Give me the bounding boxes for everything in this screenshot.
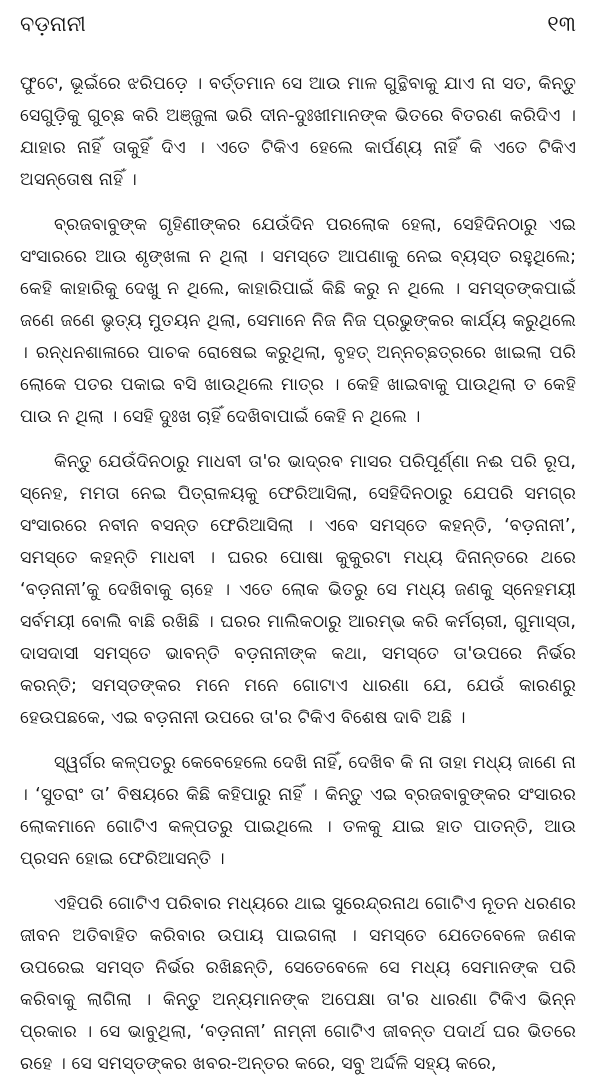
page-header: [20, 12, 576, 56]
paragraph-5: ଏହିପରି ଗୋଟିଏ ପରିବାର ମଧ୍ୟରେ ଥାଇ ସୁରେନ୍ଦ୍ରନାଥ ଗୋଟିଏ ନୂତନ ଧରଣର ଜୀବନ ଅତିବାହିତ କରିବାର ଉପାୟ ପାଇଗଲା । ସମସ୍ତେ ଯେତେବେଳେ ଜଣକ ଉପରେଇ ସମସ୍ତ ନିର୍ଭର ରଖିଛନ୍ତି, ସେତେବେଳେ ସେ ମଧ୍ୟ ସେମାନଙ୍କ ପରି କରିବାକୁ ଲାଗିଲା । କିନ୍ତୁ ଅନ୍ୟମାନଙ୍କ ଅପେକ୍ଷା ତା'ର ଧାରଣା ଟିକିଏ ଭିନ୍ନ ପ୍ରକାର । ସେ ଭାବୁଥିଲା, ‘ବଡ଼ନାନୀ’ ନାମ୍ନୀ ଗୋଟିଏ ଜୀବନ୍ତ ପଦାର୍ଥ ଘର ଭିତରେ ରହେ । ସେ ସମସ୍ତଙ୍କର ଖବର-ଅନ୍ତର କରେ, ସବୁ ଅର୍ଦ୍ଦଳି ସହ୍ୟ କରେ,: [20, 894, 576, 1074]
body-text: [20, 68, 576, 1080]
page-number: ୧୩: [547, 12, 576, 37]
paragraph-1: ଫୁଟେ, ଭୂଇଁରେ ଝରିପଡ଼େ । ବର୍ତ୍ତମାନ ସେ ଆଉ ମାଳ ଗୁନ୍ଥିବାକୁ ଯାଏ ନା ସତ, କିନ୍ତୁ ସେଗୁଡ଼ିକୁ ଗୁଚ୍ଛ କରି ଅଞ୍ଜୁଳା ଭରି ଦୀନ-ଦୁଃଖୀମାନଙ୍କ ଭିତରେ ବିତରଣ କରିଦିଏ । ଯାହାର ନାହିଁ ତାକୁହିଁ ଦିଏ । ଏତେ ଟିକିଏ ହେଲେ କାର୍ପଣ୍ୟ ନାହିଁ କି ଏତେ ଟିକିଏ ଅସନ୍ତୋଷ ନାହିଁ ।: [20, 74, 576, 190]
paragraph-2: ବ୍ରଜବାବୁଙ୍କ ଗୃହିଣୀଙ୍କର ଯେଉଁଦିନ ପରଲୋକ ହେଲା, ସେହିଦିନଠାରୁ ଏଇ ସଂସାରରେ ଆଉ ଶୃଙ୍ଖଳା ନ ଥିଲା । ସମସ୍ତେ ଆପଣାକୁ ନେଇ ବ୍ୟସ୍ତ ରହୁଥିଲେ; କେହି କାହାରିକୁ ଦେଖୁ ନ ଥିଲେ, କାହାରିପାଇଁ କିଛି କରୁ ନ ଥିଲେ । ସମସ୍ତଙ୍କପାଇଁ ଜଣେ ଜଣେ ଭୃତ୍ୟ ମୁତୟନ ଥିଲା, ସେମାନେ ନିଜ ନିଜ ପ୍ରଭୁଙ୍କର କାର୍ଯ୍ୟ କରୁଥିଲେ । ରନ୍ଧନଶାଳାରେ ପାଚକ ରୋଷେଇ କରୁଥିଲା, ବୃହତ୍ ଅନ୍ନଚ୍ଛତ୍ରରେ ଖାଇଲା ପରି ଲୋକେ ପତର ପକାଇ ବସି ଖାଉଥିଲେ ମାତ୍ର । କେହି ଖାଇବାକୁ ପାଉଥିଲା ତ କେହି ପାଉ ନ ଥିଲା । ସେହି ଦୁଃଖ ଚାହିଁ ଦେଖିବାପାଇଁ କେହି ନ ଥିଲେ ।: [20, 215, 576, 427]
running-title: ବଡ଼ନାନୀ: [20, 12, 86, 36]
paragraph-4: ସ୍ୱର୍ଗର କଳ୍ପତରୁ କେବେହେଲେ ଦେଖି ନାହିଁ, ଦେଖିବ କି ନା ତାହା ମଧ୍ୟ ଜାଣେ ନା । ‘ସୁତରାଂ ତା’ ବିଷୟରେ କିଛି କହିପାରୁ ନାହିଁ । କିନ୍ତୁ ଏଇ ବ୍ରଜବାବୁଙ୍କର ସଂସାରର ଲୋକମାନେ ଗୋଟିଏ କଳ୍ପତରୁ ପାଇଥିଲେ । ତଳକୁ ଯାଇ ହାତ ପାତନ୍ତି, ଆଉ ପ୍ରସନ ହୋଇ ଫେରିଆସନ୍ତି ।: [20, 753, 576, 869]
paragraph-3: କିନ୍ତୁ ଯେଉଁଦିନଠାରୁ ମାଧବୀ ତା'ର ଭାଦ୍ରବ ମାସର ପରିପୂର୍ଣ୍ଣା ନଈ ପରି ରୂପ, ସ୍ନେହ, ମମତା ନେଇ ପିତ୍ରାଳୟକୁ ଫେରିଆସିଲା, ସେହିଦିନଠାରୁ ଯେପରି ସମଗ୍ର ସଂସାରରେ ନବୀନ ବସନ୍ତ ଫେରିଆସିଲା । ଏବେ ସମସ୍ତେ କହନ୍ତି, ‘ବଡ଼ନାନୀ’, ସମସ୍ତେ କହନ୍ତି ମାଧବୀ । ଘରର ପୋଷା କୁକୁରଟା ମଧ୍ୟ ଦିନାନ୍ତରେ ଥରେ ‘ବଡ଼ନାନୀ’କୁ ଦେଖିବାକୁ ଚାହେ । ଏତେ ଲୋକ ଭିତରୁ ସେ ମଧ୍ୟ ଜଣକୁ ସ୍ନେହମୟୀ ସର୍ବମୟୀ ବୋଲି ବାଛି ରଖିଛି । ଘରର ମାଲିକଠାରୁ ଆରମ୍ଭ କରି କର୍ମଚାରୀ, ଗୁମାସ୍ତା, ଦାସଦାସୀ ସମସ୍ତେ ଭାବନ୍ତି ବଡ଼ନାନୀଙ୍କ କଥା, ସମସ୍ତେ ତା'ଉପରେ ନିର୍ଭର କରନ୍ତି; ସମସ୍ତଙ୍କର ମନେ ମନେ ଗୋଟାଏ ଧାରଣା ଯେ, ଯେଉଁ କାରଣରୁ ହେଉପଛକେ, ଏଇ ବଡ଼ନାନୀ ଉପରେ ତା'ର ଟିକିଏ ବିଶେଷ ଦାବି ଅଛି ।: [20, 452, 576, 728]
